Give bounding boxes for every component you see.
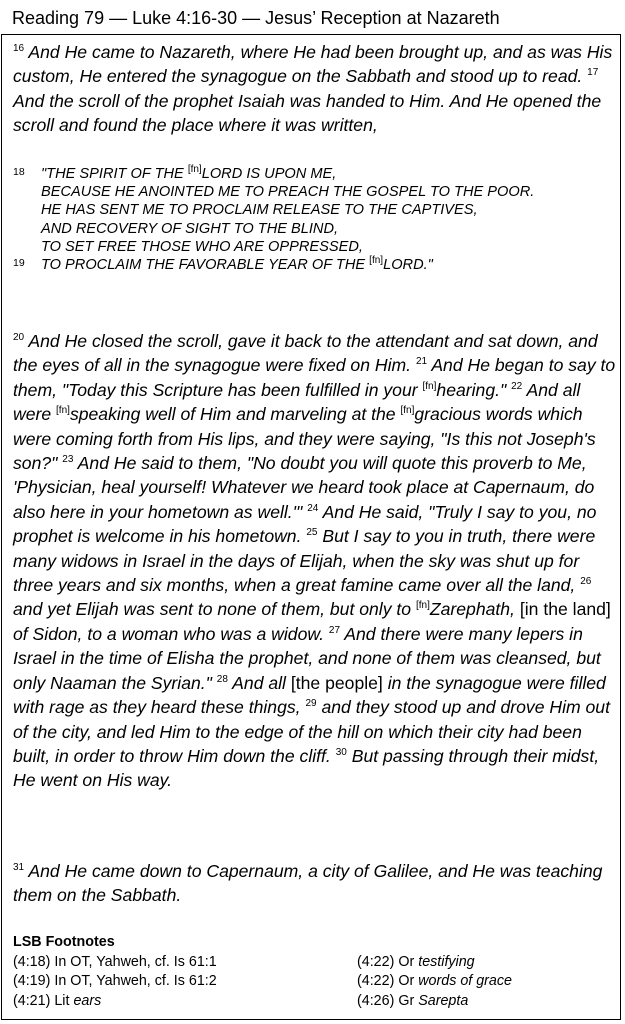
footnote-ref: (4:21) [13, 992, 51, 1009]
verse-text: And He came to Nazareth, where He had been brought up, and as was His custom, He entered the synagogue on the Sabbath and stood up to read. [13, 42, 613, 87]
verse-number: 30 [335, 747, 347, 759]
footnotes-section [13, 933, 613, 1011]
footnote-ref: (4:26) [357, 992, 395, 1009]
poem-line: BECAUSE HE ANOINTED ME TO PREACH THE GOSPEL TO THE POOR. [41, 184, 535, 201]
footnote-text: Gr [398, 992, 415, 1009]
footnote-text: In OT, Yahweh, cf. Is 61:1 [54, 953, 217, 970]
isaiah-quotation [13, 165, 617, 274]
verse-number: 22 [511, 380, 523, 392]
verse-number: 17 [587, 67, 599, 79]
verse-number: 16 [13, 43, 25, 55]
passage-paragraph-1 [13, 40, 617, 138]
poem-line: AND RECOVERY OF SIGHT TO THE BLIND, [41, 220, 339, 237]
verse-text: And the scroll of the prophet Isaiah was handed to Him. And He opened the scroll and found the place where it was written, [13, 90, 602, 136]
footnote-marker: [fn] [187, 164, 202, 176]
poem-text: LORD IS UPON ME, [201, 166, 337, 182]
footnotes-heading: LSB Footnotes [13, 934, 115, 950]
footnote-text: Or [398, 953, 415, 970]
footnote-item [13, 953, 357, 973]
page-title: Reading 79 — Luke 4:16-30 — Jesus’ Reception at Nazareth [12, 8, 500, 28]
verse-text: And He closed the scroll, gave it back to the attendant and sat down, and the eyes of all in the synagogue were fixed on Him. [13, 331, 598, 376]
verse-text: But passing through their midst, He went on His way. [13, 745, 600, 791]
verse-number: 23 [62, 454, 74, 466]
verse-number: 27 [328, 625, 341, 637]
footnote-ref: (4:19) [13, 973, 51, 990]
verse-text: Zarephath, [429, 599, 515, 620]
verse-text: And He came down to Capernaum, a city of Galilee, and He was teaching them on the Sabbath. [13, 861, 603, 906]
footnotes-list [13, 953, 613, 1012]
footnote-emphasis: Sarepta [418, 992, 469, 1009]
verse-number: 21 [415, 356, 428, 368]
verse-text: and they stood up and drove Him out of the city, and led Him to the edge of the hill on which their city had been built, in order to throw Him down the cliff. [13, 697, 610, 766]
verse-text: And He began to say to them, "Today this Scripture has been fulfilled in your [13, 355, 616, 400]
verse-text: hearing." [436, 379, 507, 400]
verse-number: 25 [306, 527, 318, 539]
footnote-ref: (4:22) [357, 973, 395, 990]
verse-number: 24 [307, 502, 319, 514]
verse-text: and yet Elijah was sent to none of them, but only to [13, 599, 416, 620]
verse-text: [the people] [290, 672, 383, 693]
footnote-ref: (4:18) [13, 953, 51, 970]
verse-text: And He said, "Truly I say to you, no prophet is welcome in his hometown. [13, 501, 597, 547]
footnote-marker: [fn] [56, 405, 70, 417]
passage-paragraph-3 [13, 859, 617, 908]
footnote-emphasis: words of grace [418, 973, 512, 990]
verse-text: And all [232, 672, 286, 693]
verse-text: And He said to them, "No doubt you will quote this proverb to Me, 'Physician, heal yourself! Whatever we heard took place at Capernaum, do also here in your hometown as well.'" [13, 453, 595, 522]
footnote-marker: [fn] [415, 600, 430, 612]
passage-box [1, 34, 621, 1020]
footnote-marker: [fn] [369, 255, 384, 267]
verse-number: 19 [13, 257, 25, 270]
poem-text: "THE SPIRIT OF THE [41, 166, 188, 182]
verse-text: in the synagogue were filled with rage as they heard these things, [13, 672, 606, 718]
footnote-text: Or [398, 973, 415, 990]
footnote-item [357, 972, 613, 992]
footnote-ref: (4:22) [357, 953, 395, 970]
verse-text: And all were [13, 379, 581, 425]
footnote-marker: [fn] [400, 405, 415, 417]
poem-text: TO PROCLAIM THE FAVORABLE YEAR OF THE [41, 257, 370, 274]
verse-text: speaking well of Him and marveling at the [69, 404, 401, 425]
poem-line [13, 165, 617, 183]
verse-number: 31 [13, 862, 25, 874]
verse-text: And there were many lepers in Israel in the time of Elisha the prophet, and none of them was cleansed, but only Naaman the Syrian." [13, 623, 601, 693]
footnote-text: Lit [54, 992, 70, 1009]
poem-line: HE HAS SENT ME TO PROCLAIM RELEASE TO THE CAPTIVES, [41, 202, 478, 219]
footnote-marker: [fn] [422, 380, 437, 392]
verse-number: 18 [13, 166, 25, 178]
verse-number: 26 [580, 576, 592, 588]
poem-line: TO SET FREE THOSE WHO ARE OPPRESSED, [41, 238, 363, 255]
passage-paragraph-2 [13, 329, 617, 793]
verse-text: But I say to you in truth, there were many widows in Israel in the days of Elijah, when the sky was shut up for three years and six months, when a great famine came over all the land, [13, 526, 596, 596]
poem-text: LORD." [383, 257, 433, 274]
verse-text: gracious words which were coming forth from His lips, and they were saying, "Is this not Joseph's son?" [13, 404, 596, 474]
verse-number: 29 [305, 698, 317, 710]
verse-text: [in the land] [519, 599, 611, 620]
verse-number: 20 [13, 332, 25, 344]
poem-line [13, 256, 617, 274]
verse-text: of Sidon, to a woman who was a widow. [13, 623, 324, 644]
footnote-emphasis: ears [73, 992, 102, 1009]
footnote-text: In OT, Yahweh, cf. Is 61:2 [54, 973, 217, 990]
footnote-item [13, 992, 357, 1012]
footnote-emphasis: testifying [418, 953, 475, 970]
footnote-item [13, 972, 357, 992]
footnote-item [357, 992, 613, 1012]
verse-number: 28 [216, 673, 228, 685]
footnote-item [357, 953, 613, 973]
